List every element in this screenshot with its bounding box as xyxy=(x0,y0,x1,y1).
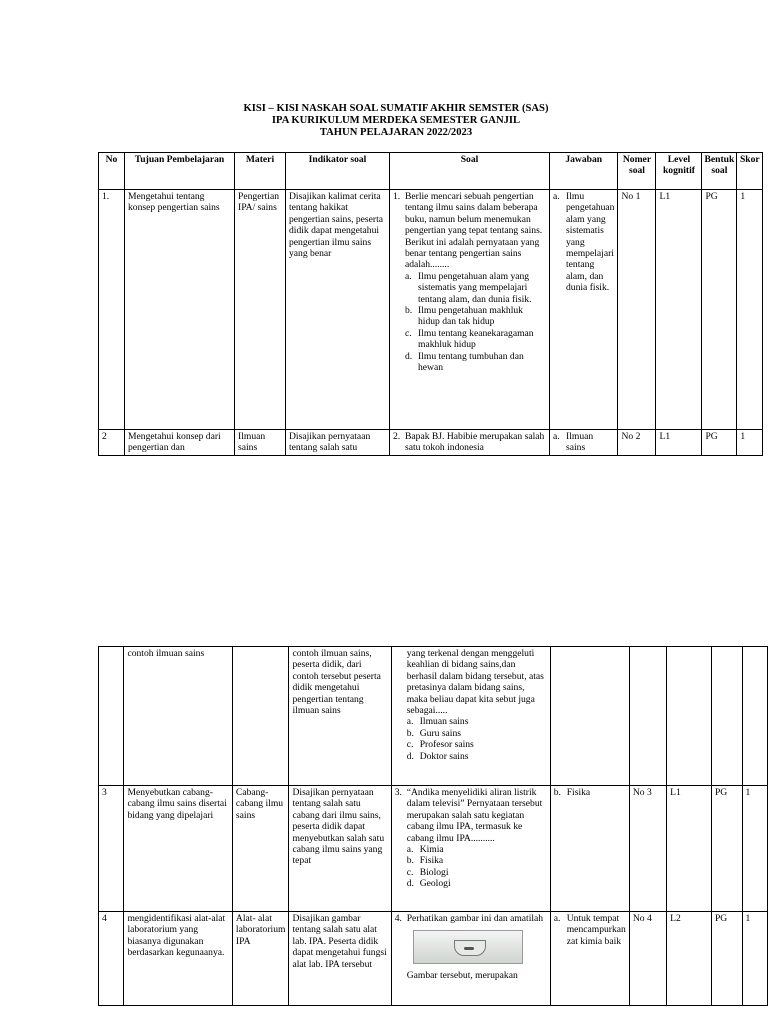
jawaban-text: Ilmu pengetahuan alam yang sistematis yang mempelajari tentang alam, dan dunia fisik. xyxy=(566,191,615,294)
cell-bentuk: PG xyxy=(702,190,737,430)
header-jawaban: Jawaban xyxy=(550,153,618,190)
option-d: d. Ilmu tentang tumbuhan dan hewan xyxy=(405,350,524,374)
cell-bentuk: PG xyxy=(711,786,742,912)
cell-level: L1 xyxy=(656,190,702,430)
header-nomor: Nomer soal xyxy=(618,153,656,190)
cell-no: 1. xyxy=(99,190,125,430)
soal-number: 1. xyxy=(393,191,401,202)
cell-level: L1 xyxy=(667,786,712,912)
cell-no: 2 xyxy=(99,430,125,456)
cell-indikator: Disajikan pernyataan tentang salah satu xyxy=(286,430,390,456)
cell-soal: 2. Bapak BJ. Habibie merupakan salah satu tokoh indonesia xyxy=(390,430,550,456)
cell-no: 4 xyxy=(99,912,124,1006)
header-tujuan: Tujuan Pembelajaran xyxy=(125,153,235,190)
cell-indikator: Disajikan pernyataan tentang salah satu cabang dari ilmu sains, peserta didik dapat menyebutkan salah satu cabang ilmu sains yang tepat xyxy=(289,786,391,912)
soal-text: yang terkenal dengan menggeluti keahlian di bidang sains,dan berhasil dalam bidang tersebut, atas pretasinya dalam bidang sains, maka beliau dapat kita sebut juga sebagai..... xyxy=(406,648,544,717)
cell-indikator: Disajikan kalimat cerita tentang hakikat pengertian sains, peserta didik dapat mengetahui pengertian ilmu sains yang benar xyxy=(286,190,390,430)
title-line-3: TAHUN PELAJARAN 2022/2023 xyxy=(319,126,473,138)
cell-materi: Pengertian IPA/ sains xyxy=(235,190,286,430)
header-indikator: Indikator soal xyxy=(286,153,390,190)
cell-tujuan: Menyebutkan cabang-cabang ilmu sains disertai bidang yang dipelajari xyxy=(124,786,232,912)
header-soal: Soal xyxy=(390,153,550,190)
cell-jawaban: b. Fisika xyxy=(550,786,629,912)
option-b: b. Fisika xyxy=(406,855,444,867)
cell-jawaban: a. Ilmuan sains xyxy=(550,430,618,456)
header-no: No xyxy=(99,153,125,190)
header-row xyxy=(99,153,763,190)
soal-text-after: Gambar tersebut, merupakan xyxy=(406,970,518,982)
table-row xyxy=(99,190,763,430)
table-row xyxy=(99,786,768,912)
cell-bentuk xyxy=(711,647,742,786)
kisi-table-page-1 xyxy=(98,152,763,456)
cell-tujuan: mengidentifikasi alat-alat laboratorium yang biasanya digunakan berdasarkan kegunaanya. xyxy=(124,912,232,1006)
soal-text: Perhatikan gambar ini dan amatilah xyxy=(406,913,544,924)
cell-nomor: No 3 xyxy=(629,786,666,912)
cell-soal: 3. “Andika menyelidiki aliran listrik dalam televisi” Pernyataan tersebut merupakan salah satu kegiatan cabang ilmu IPA, termasuk ke cabang ilmu IPA.......... a. Kimia b. Fisika c. Biologi d. Geologi xyxy=(391,786,550,912)
cell-tujuan: Mengetahui tentang konsep pengertian sains xyxy=(125,190,235,430)
header-level: Level kognitif xyxy=(656,153,702,190)
cell-skor: 1 xyxy=(742,786,768,912)
cell-materi: Cabang-cabang ilmu sains xyxy=(232,786,289,912)
table-row xyxy=(99,430,763,456)
title-line-1: KISI – KISI NASKAH SOAL SUMATIF AKHIR SEMSTER (SAS) xyxy=(243,103,549,114)
cell-materi: Alat- alat laboratorium IPA xyxy=(232,912,289,1006)
soal-text: Bapak BJ. Habibie merupakan salah satu tokoh indonesia xyxy=(405,431,545,454)
kisi-table-page-2 xyxy=(98,646,768,1006)
cell-soal xyxy=(390,190,550,430)
cell-indikator: Disajikan gambar tentang salah satu alat lab. IPA. Peserta didik dapat mengetahui fungsi alat lab. IPA tersebut xyxy=(289,912,391,1006)
soal-text: “Andika menyelidiki aliran listrik dalam televisi” Pernyataan tersebut merupakan salah satu kegiatan cabang ilmu IPA, termasuk ke cabang ilmu IPA.......... xyxy=(406,787,543,844)
cell-indikator: contoh ilmuan sains, peserta didik, dari contoh tersebut peserta didik mengetahui pengertian tentang ilmuan sains xyxy=(289,647,391,786)
header-skor: Skor xyxy=(737,153,763,190)
cell-level: L1 xyxy=(656,430,702,456)
cell-materi: Ilmuan sains xyxy=(235,430,286,456)
cell-no: 3 xyxy=(99,786,124,912)
option-d: d. Doktor sains xyxy=(406,750,469,762)
soal-text: Berlie mencari sebuah pengertian tentang ilmu sains dalam beberapa buku, namun belum menemukan pengertian yang tepat tentang sains. Berikut ini adalah pernyataan yang benar tentang pengertian sains adalah........ xyxy=(405,191,543,271)
cell-level: L2 xyxy=(667,912,712,1006)
option-a: a. Ilmuan sains xyxy=(406,716,469,728)
table-row xyxy=(99,912,768,1006)
cell-nomor: No 4 xyxy=(629,912,666,1006)
cell-jawaban: a. Untuk tempat mencampurkan zat kimia baik xyxy=(550,912,629,1006)
header-bentuk: Bentuk soal xyxy=(702,153,737,190)
lab-glassware-image xyxy=(413,930,523,964)
option-c: c. Ilmu tentang keanekaragaman makhluk hidup xyxy=(405,327,534,351)
cell-nomor: No 1 xyxy=(618,190,656,430)
cell-skor: 1 xyxy=(737,430,763,456)
cell-level xyxy=(667,647,712,786)
option-c: c. Biologi xyxy=(406,866,449,878)
cell-tujuan: contoh ilmuan sains xyxy=(124,647,232,786)
cell-bentuk: PG xyxy=(711,912,742,1006)
cell-no xyxy=(99,647,124,786)
cell-jawaban: a. Ilmu pengetahuan alam yang sistematis yang mempelajari tentang alam, dan dunia fisik. xyxy=(550,190,618,430)
option-d: d. Geologi xyxy=(406,878,451,890)
option-b: b. Guru sains xyxy=(406,727,462,739)
cell-nomor: No 2 xyxy=(618,430,656,456)
cell-skor xyxy=(742,647,768,786)
cell-jawaban xyxy=(550,647,629,786)
header-materi: Materi xyxy=(235,153,286,190)
table-row xyxy=(99,647,768,786)
document-title xyxy=(0,103,768,138)
title-line-2: IPA KURIKULUM MERDEKA SEMESTER GANJIL xyxy=(271,114,521,126)
cell-bentuk: PG xyxy=(702,430,737,456)
cell-materi xyxy=(232,647,289,786)
cell-skor: 1 xyxy=(742,912,768,1006)
option-a: a. Kimia xyxy=(406,844,444,856)
cell-nomor xyxy=(629,647,666,786)
cell-soal: 4. Perhatikan gambar ini dan amatilah Gambar tersebut, merupakan xyxy=(391,912,550,1006)
cell-skor: 1 xyxy=(737,190,763,430)
cell-soal xyxy=(391,647,550,786)
option-b: b. Ilmu pengetahuan makhluk hidup dan tak hidup xyxy=(405,305,523,328)
option-c: c. Profesor sains xyxy=(406,739,474,751)
cell-tujuan: Mengetahui konsep dari pengertian dan xyxy=(125,430,235,456)
option-a: a. Ilmu pengetahuan alam yang sistematis yang mempelajari tentang alam, dan dunia fisik. xyxy=(405,270,532,305)
